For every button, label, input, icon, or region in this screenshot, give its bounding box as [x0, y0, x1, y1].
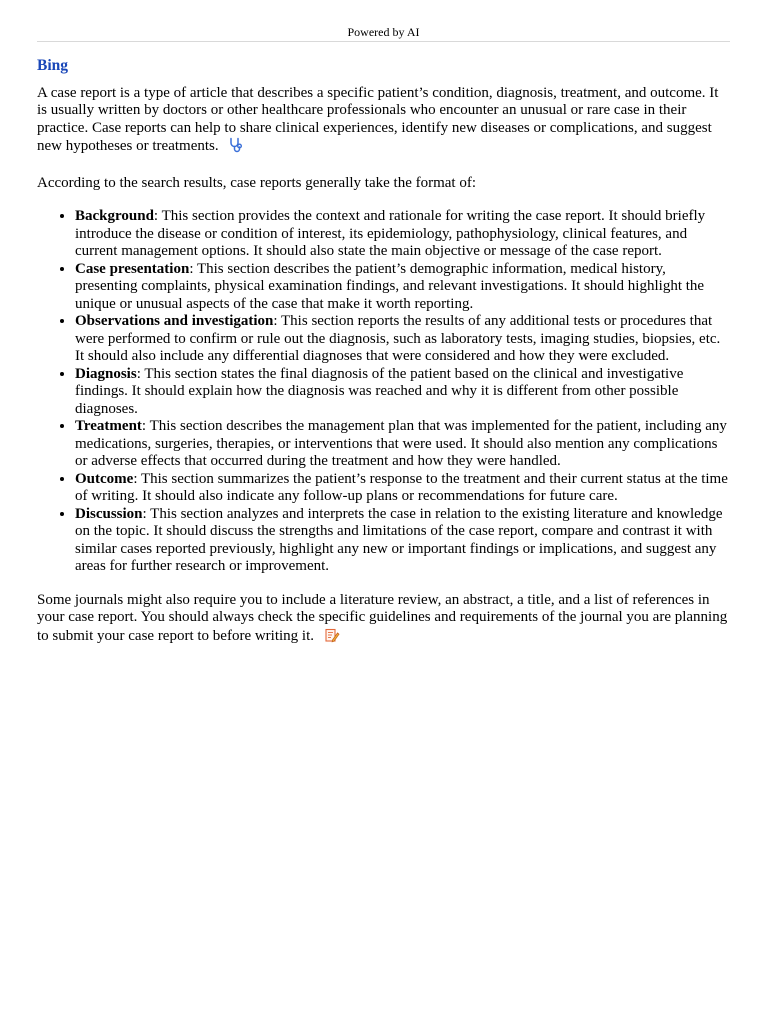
section-title: Observations and investigation — [75, 313, 274, 329]
section-title: Background — [75, 208, 154, 224]
memo-pencil-icon — [324, 627, 340, 649]
list-item — [75, 471, 731, 506]
section-title: Diagnosis — [75, 365, 137, 382]
list-item — [75, 366, 731, 419]
intro-paragraph — [37, 85, 731, 159]
section-text: : This section reports the results of any additional tests or procedures that were performed to confirm or rule out the diagnosis, such as laboratory tests, imaging studies, biopsies, etc. It should also include any differential diagnoses that were considered and how they were excluded. — [75, 313, 721, 364]
intro-text: A case report is a type of article that describes a specific patient’s condition, diagnosis, treatment, and outcome. It is usually written by doctors or other healthcare professionals who encounter an unusual or rare case in their practice. Case reports can help to share clinical experiences, identify new diseases or complications, and suggest new hypotheses or treatments. — [37, 84, 719, 154]
section-title: Discussion — [75, 505, 143, 522]
closing-text: Some journals might also require you to include a literature review, an abstract, a title, and a list of references in your case report. You should always check the specific guidelines and requirements of the journal you are planning to submit your case report to before writing it. — [37, 591, 728, 644]
powered-by-header — [37, 24, 730, 42]
section-title: Treatment — [75, 418, 142, 434]
powered-by-label: Powered by AI — [347, 25, 420, 39]
list-item — [75, 418, 731, 471]
format-intro-paragraph: According to the search results, case reports generally take the format of: — [37, 174, 476, 191]
section-text: : This section provides the context and rationale for writing the case report. It should briefly introduce the disease or condition of interest, its epidemiology, pathophysiology, clinical features, and current management options. It should also state the main objective or message of the case report. — [75, 208, 706, 259]
closing-paragraph — [37, 592, 731, 649]
section-text: : This section describes the patient’s demographic information, medical history, presenting complaints, physical examination findings, and relevant investigations. It should highlight the unique or unusual aspects of the case that make it worth reporting. — [75, 260, 705, 312]
section-title: Case presentation — [75, 260, 190, 277]
section-text: : This section summarizes the patient’s response to the treatment and their current status at the time of writing. It should also indicate any follow-up plans or recommendations for future care. — [75, 470, 728, 504]
brand-title: Bing — [37, 57, 69, 74]
section-text: : This section describes the management plan that was implemented for the patient, including any medications, surgeries, therapies, or interventions that were used. It should also mention any complications or adverse effects that occurred during the treatment and how they were handled. — [75, 418, 727, 469]
section-list — [37, 208, 731, 576]
list-item — [75, 208, 731, 261]
list-item — [75, 261, 731, 314]
list-item — [75, 506, 731, 576]
document-body — [37, 57, 731, 664]
stethoscope-icon — [228, 137, 244, 159]
list-item — [75, 313, 731, 366]
section-text: : This section states the final diagnosis of the patient based on the clinical and investigative findings. It should explain how the diagnosis was reached and why it is different from other possible diagnoses. — [75, 365, 684, 417]
section-title: Outcome — [75, 470, 134, 487]
section-text: : This section analyzes and interprets the case in relation to the existing literature and knowledge on the topic. It should discuss the strengths and limitations of the case report, compare and contrast it with similar cases reported previously, highlight any new or important findings or implications, and suggest any areas for further research or improvement. — [75, 505, 723, 574]
